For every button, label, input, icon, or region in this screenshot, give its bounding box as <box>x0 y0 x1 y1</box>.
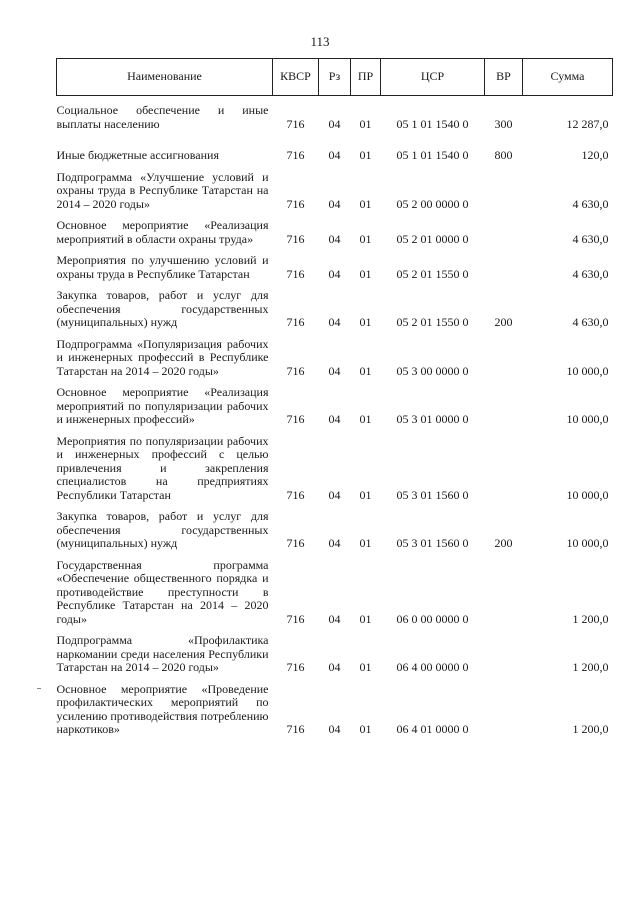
row-csr: 05 3 00 0000 0 <box>396 363 469 378</box>
row-sum: 1 200,0 <box>572 722 609 736</box>
table-row <box>57 510 613 551</box>
row-kvsr: 716 <box>286 412 305 426</box>
margin-mark <box>37 688 41 689</box>
row-kvsr: 716 <box>286 266 305 281</box>
row-pr: 01 <box>359 487 372 502</box>
row-csr: 05 3 01 0000 0 <box>396 412 469 426</box>
row-pr: 01 <box>359 196 372 211</box>
row-sum: 10 000,0 <box>566 487 609 502</box>
row-rz: 04 <box>328 412 341 426</box>
row-pr: 01 <box>359 315 372 329</box>
row-name: Основное мероприятие «Проведение профилактических мероприятий по усилению противодействия потреблению наркотиков» <box>56 681 269 736</box>
row-kvsr: 716 <box>286 148 305 162</box>
row-vr <box>485 338 523 379</box>
row-name: Подпрограмма «Улучшение условий и охраны труда в Республике Татарстан на 2014 – 2020 годы» <box>56 169 269 211</box>
header-kvsr: КВСР <box>273 59 319 96</box>
row-sum: 12 287,0 <box>566 116 609 131</box>
table-header-row <box>57 59 613 96</box>
row-csr: 06 0 00 0000 0 <box>396 611 469 626</box>
row-pr: 01 <box>359 412 372 426</box>
row-spacer-cell <box>57 131 613 149</box>
row-name: Государственная программа «Обеспечение общественного порядка и противодействие преступности в Республике Татарстан на 2014 – 2020 годы» <box>56 557 269 626</box>
row-sum: 10 000,0 <box>566 412 609 426</box>
table-row <box>57 386 613 427</box>
row-rz: 04 <box>328 660 341 674</box>
row-rz: 04 <box>328 611 341 626</box>
table-row <box>57 435 613 503</box>
table-row <box>57 634 613 675</box>
row-kvsr: 716 <box>286 660 305 674</box>
row-csr: 06 4 01 0000 0 <box>396 722 469 736</box>
row-name: Социальное обеспечение и иные выплаты населению <box>56 103 269 131</box>
header-name: Наименование <box>57 59 273 96</box>
row-pr: 01 <box>359 231 372 246</box>
row-kvsr: 716 <box>286 536 305 550</box>
row-rz: 04 <box>328 266 341 281</box>
row-vr: 200 <box>494 315 513 329</box>
table-body <box>57 96 613 737</box>
row-sum: 1 200,0 <box>572 611 609 626</box>
table-row <box>57 683 613 737</box>
table-row <box>57 171 613 212</box>
row-kvsr: 716 <box>286 116 305 131</box>
row-csr: 05 1 01 1540 0 <box>396 116 469 131</box>
row-kvsr: 716 <box>286 611 305 626</box>
row-sum: 10 000,0 <box>566 536 609 550</box>
row-kvsr: 716 <box>286 722 305 736</box>
row-vr <box>485 559 523 627</box>
table-row <box>57 219 613 246</box>
row-name: Основное мероприятие «Реализация мероприятий в области охраны труда» <box>56 218 269 246</box>
row-name: Основное мероприятие «Реализация мероприятий по популяризации рабочих и инженерных профессий» <box>56 385 269 426</box>
row-pr: 01 <box>359 148 372 162</box>
budget-table <box>56 58 613 737</box>
row-vr <box>485 386 523 427</box>
header-rz: Рз <box>319 59 351 96</box>
row-vr: 800 <box>494 148 513 162</box>
row-sum: 10 000,0 <box>566 363 609 378</box>
row-vr <box>485 254 523 281</box>
row-csr: 05 2 01 0000 0 <box>396 231 469 246</box>
row-rz: 04 <box>328 116 341 131</box>
row-sum: 1 200,0 <box>572 660 609 674</box>
page-number: 113 <box>310 34 330 49</box>
row-kvsr: 716 <box>286 231 305 246</box>
row-kvsr: 716 <box>286 315 305 329</box>
row-pr: 01 <box>359 611 372 626</box>
table-row <box>57 254 613 281</box>
row-rz: 04 <box>328 536 341 550</box>
table-row <box>57 104 613 131</box>
row-csr: 05 2 00 0000 0 <box>396 196 469 211</box>
row-pr: 01 <box>359 536 372 550</box>
row-rz: 04 <box>328 363 341 378</box>
row-rz: 04 <box>328 231 341 246</box>
row-vr <box>485 219 523 246</box>
header-pr: ПР <box>351 59 381 96</box>
table-row <box>57 289 613 330</box>
row-sum: 4 630,0 <box>572 315 609 329</box>
table-row <box>57 559 613 627</box>
row-csr: 06 4 00 0000 0 <box>396 660 469 674</box>
row-sum: 4 630,0 <box>572 266 609 281</box>
row-rz: 04 <box>328 315 341 329</box>
row-pr: 01 <box>359 722 372 736</box>
row-pr: 01 <box>359 363 372 378</box>
row-rz: 04 <box>328 487 341 502</box>
row-pr: 01 <box>359 660 372 674</box>
row-vr <box>485 435 523 503</box>
row-name: Подпрограмма «Профилактика наркомании среди населения Республики Татарстан на 2014 – 2020 годы» <box>56 633 269 674</box>
row-csr: 05 3 01 1560 0 <box>396 536 469 550</box>
row-kvsr: 716 <box>286 487 305 502</box>
row-vr: 200 <box>494 536 513 550</box>
row-csr: 05 2 01 1550 0 <box>396 315 469 329</box>
table-row <box>57 338 613 379</box>
row-name: Иные бюджетные ассигнования <box>56 148 219 162</box>
row-rz: 04 <box>328 196 341 211</box>
row-vr <box>485 634 523 675</box>
row-name: Мероприятия по популяризации рабочих и инженерных профессий с целью привлечения и закрепления специалистов на предприятиях Республики Татарстан <box>56 433 269 502</box>
row-rz: 04 <box>328 722 341 736</box>
row-name: Закупка товаров, работ и услуг для обеспечения государственных (муниципальных) нужд <box>56 288 269 329</box>
row-csr: 05 1 01 1540 0 <box>396 148 469 162</box>
row-sum: 4 630,0 <box>572 231 609 246</box>
row-vr: 300 <box>494 116 513 131</box>
row-csr: 05 3 01 1560 0 <box>396 487 469 502</box>
row-vr <box>485 171 523 212</box>
table-row <box>57 149 613 163</box>
row-pr: 01 <box>359 266 372 281</box>
row-sum: 4 630,0 <box>572 196 609 211</box>
row-name: Мероприятия по улучшению условий и охраны труда в Республике Татарстан <box>56 253 269 281</box>
row-kvsr: 716 <box>286 196 305 211</box>
row-name: Подпрограмма «Популяризация рабочих и инженерных профессий в Республике Татарстан на 2014 – 2020 годы» <box>56 336 269 378</box>
row-rz: 04 <box>328 148 341 162</box>
row-vr <box>485 683 523 737</box>
row-name: Закупка товаров, работ и услуг для обеспечения государственных (муниципальных) нужд <box>56 509 269 550</box>
row-sum: 120,0 <box>581 148 609 162</box>
header-vr: ВР <box>485 59 523 96</box>
row-csr: 05 2 01 1550 0 <box>396 266 469 281</box>
row-spacer <box>57 131 613 149</box>
header-csr: ЦСР <box>381 59 485 96</box>
row-pr: 01 <box>359 116 372 131</box>
header-sum: Сумма <box>523 59 613 96</box>
row-kvsr: 716 <box>286 363 305 378</box>
